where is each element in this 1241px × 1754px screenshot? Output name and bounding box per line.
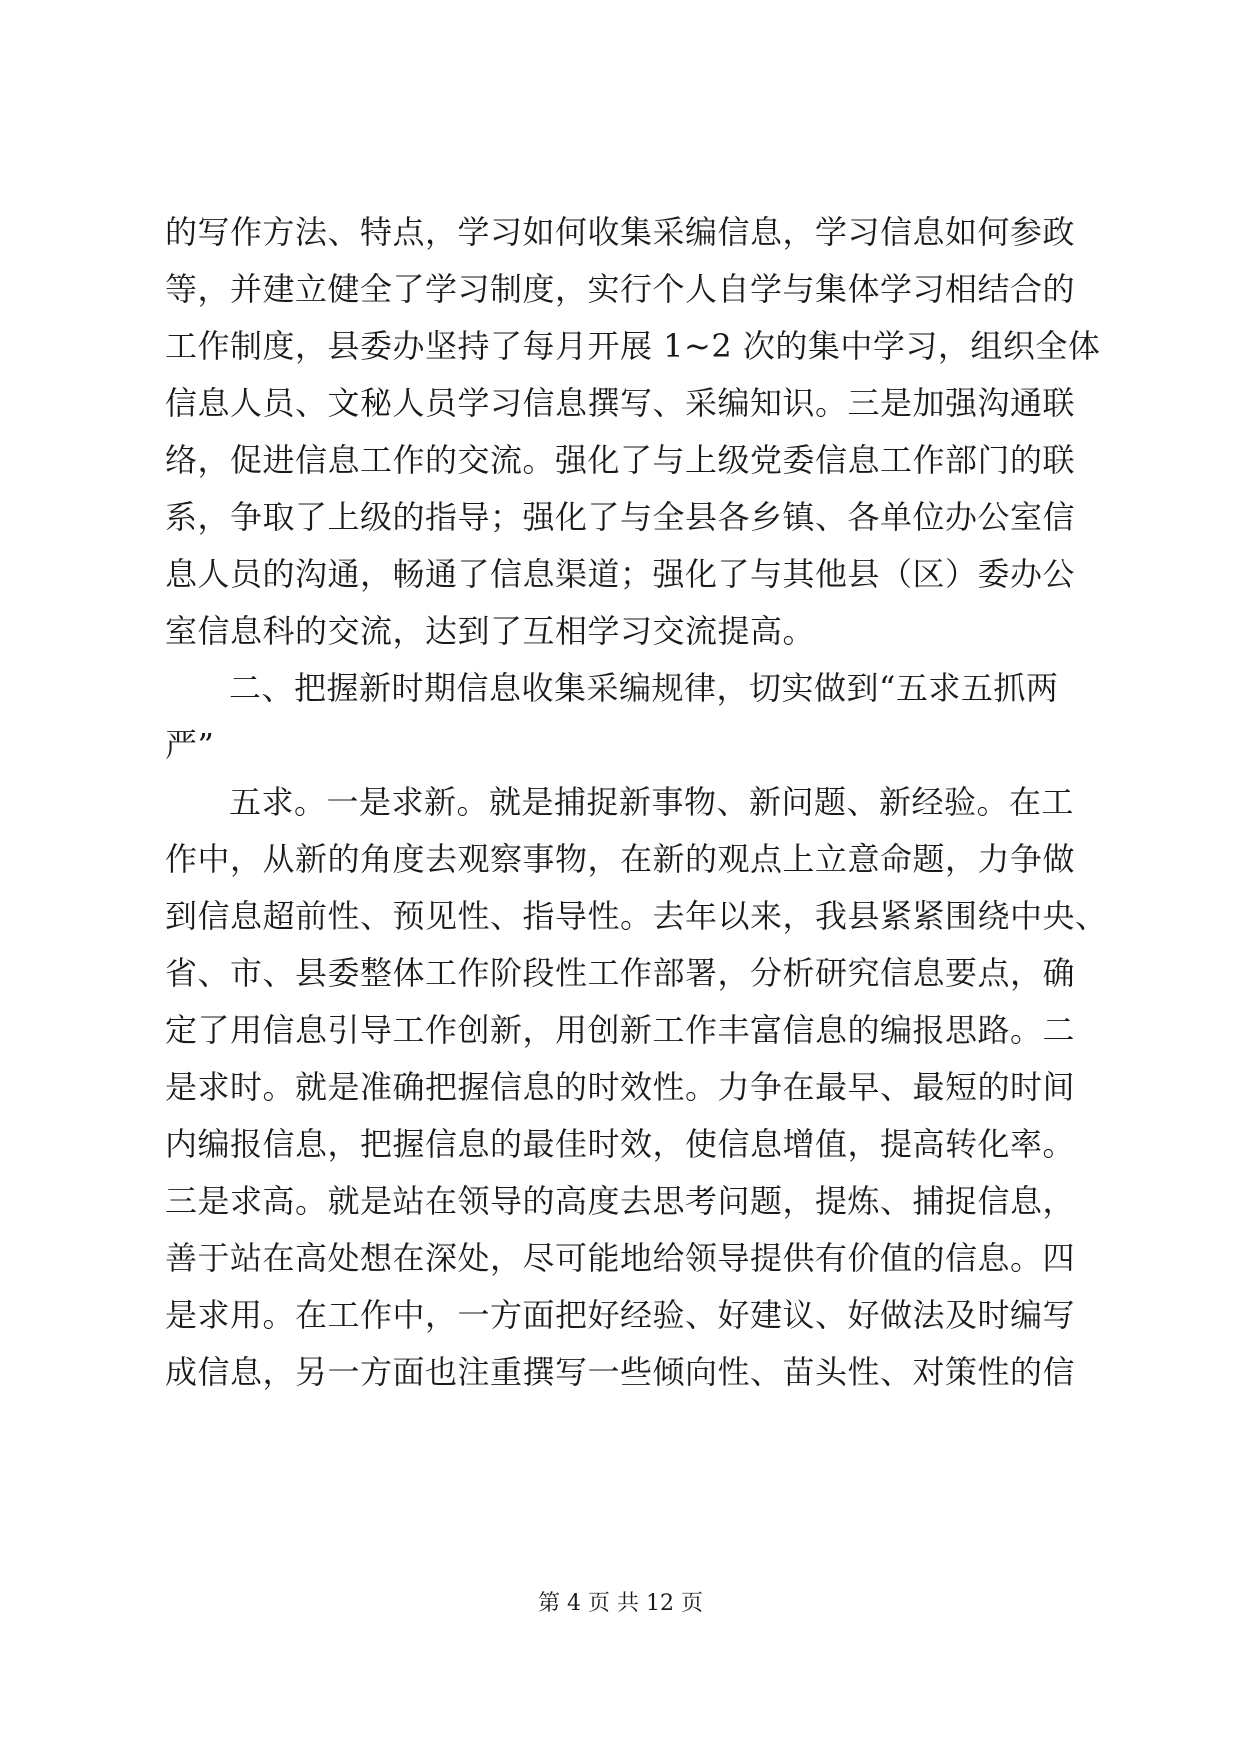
body-text-line: 作中，从新的角度去观察事物，在新的观点上立意命题，力争做	[165, 840, 1076, 878]
section-heading: 二、把握新时期信息收集采编规律，切实做到“五求五抓两	[229, 669, 1059, 707]
body-text-line: 善于站在高处想在深处，尽可能地给领导提供有价值的信息。四	[165, 1239, 1076, 1277]
body-text-line: 到信息超前性、预见性、指导性。去年以来，我县紧紧围绕中央、	[165, 897, 1108, 935]
body-text-line: 五求。一是求新。就是捕捉新事物、新问题、新经验。在工	[229, 783, 1075, 821]
body-text-line: 络，促进信息工作的交流。强化了与上级党委信息工作部门的联	[165, 441, 1076, 479]
body-text-line: 成信息，另一方面也注重撰写一些倾向性、苗头性、对策性的信	[165, 1353, 1076, 1391]
body-text-line: 工作制度，县委办坚持了每月开展 1~2 次的集中学习，组织全体	[165, 327, 1101, 365]
body-text-line: 系，争取了上级的指导；强化了与全县各乡镇、各单位办公室信	[165, 498, 1076, 536]
body-text-line: 的写作方法、特点，学习如何收集采编信息，学习信息如何参政	[165, 213, 1076, 251]
body-text-line: 等，并建立健全了学习制度，实行个人自学与集体学习相结合的	[165, 270, 1076, 308]
body-text-line: 是求用。在工作中，一方面把好经验、好建议、好做法及时编写	[165, 1296, 1076, 1334]
body-text-line: 室信息科的交流，达到了互相学习交流提高。	[165, 612, 816, 650]
body-text-line: 信息人员、文秘人员学习信息撰写、采编知识。三是加强沟通联	[165, 384, 1076, 422]
body-text-line: 省、市、县委整体工作阶段性工作部署，分析研究信息要点，确	[165, 954, 1076, 992]
body-text-line: 内编报信息，把握信息的最佳时效，使信息增值，提高转化率。	[165, 1125, 1076, 1163]
body-text-line: 息人员的沟通，畅通了信息渠道；强化了与其他县（区）委办公	[165, 555, 1076, 593]
section-heading-continued: 严”	[165, 726, 215, 764]
page-number-footer: 第 4 页 共 12 页	[538, 1591, 703, 1616]
body-text-line: 定了用信息引导工作创新，用创新工作丰富信息的编报思路。二	[165, 1011, 1076, 1049]
body-text-line: 是求时。就是准确把握信息的时效性。力争在最早、最短的时间	[165, 1068, 1076, 1106]
body-text-line: 三是求高。就是站在领导的高度去思考问题，提炼、捕捉信息，	[165, 1182, 1076, 1220]
